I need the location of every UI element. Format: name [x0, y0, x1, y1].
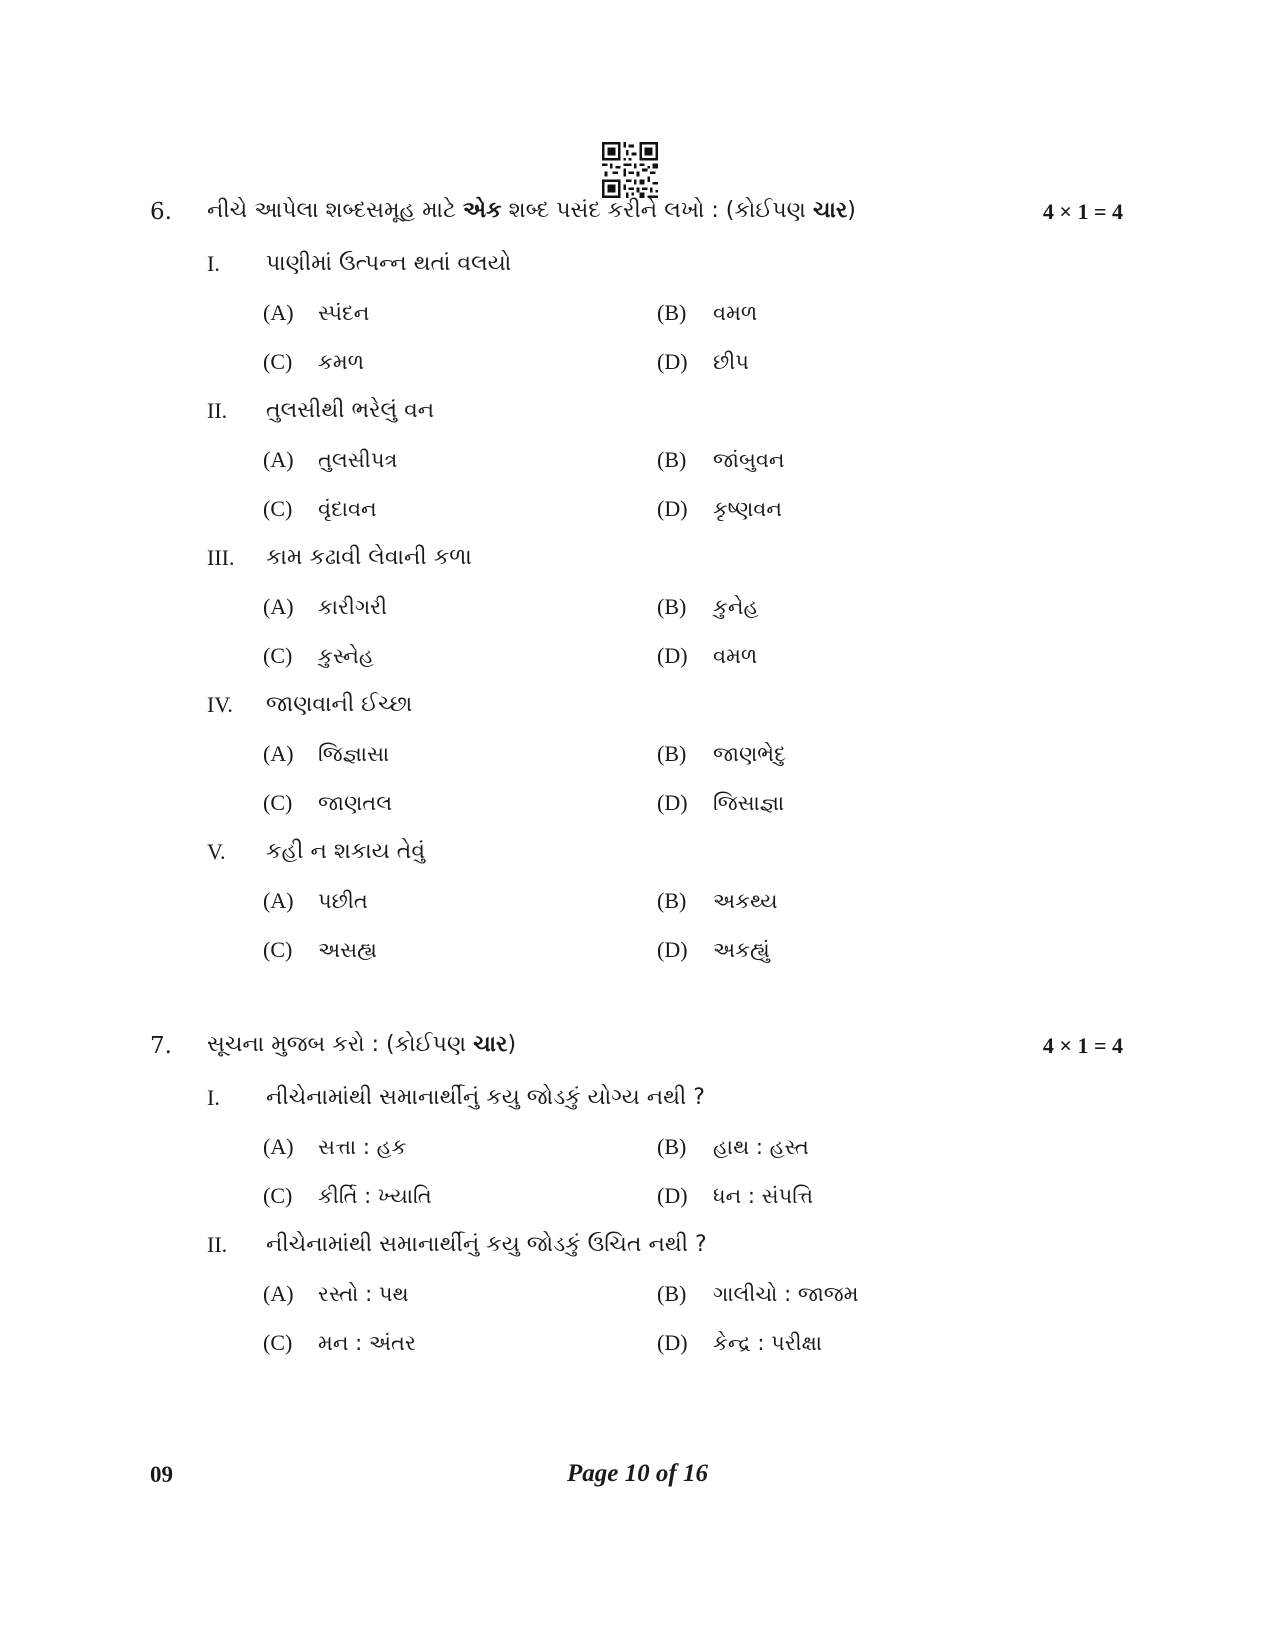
sub-question-number: V.	[207, 839, 226, 864]
question-marks: 4 × 1 = 4	[1042, 199, 1123, 224]
option-text: સત્તા : હક	[318, 1135, 407, 1159]
option-letter: (B)	[657, 300, 687, 325]
option-letter: (D)	[657, 643, 688, 668]
option-letter: (B)	[657, 1134, 687, 1159]
option-letter: (A)	[263, 594, 294, 619]
option-letter: (B)	[657, 888, 687, 913]
option-text: કમળ	[318, 350, 365, 374]
option-text: જિસાજ્ઞા	[713, 791, 785, 815]
sub-question-text: જાણવાની ઈચ્છા	[266, 692, 413, 717]
option-letter: (C)	[263, 790, 293, 815]
option-text: છીપ	[713, 350, 749, 374]
option-text: અકથ્ય	[713, 889, 778, 913]
option-letter: (C)	[263, 643, 293, 668]
option-text: રસ્તો : પથ	[318, 1282, 409, 1306]
option-text: વમળ	[713, 644, 758, 668]
option-letter: (A)	[263, 741, 294, 766]
option-text: જાણભેદુ	[713, 742, 786, 766]
option-letter: (D)	[657, 349, 688, 374]
option-letter: (A)	[263, 300, 294, 325]
option-text: જિજ્ઞાસા	[318, 742, 390, 766]
option-letter: (B)	[657, 741, 687, 766]
option-letter: (D)	[657, 937, 688, 962]
sub-question-number: III.	[207, 545, 235, 570]
sub-question-text: નીચેનામાંથી સમાનાર્થીનું કયુ જોડકું યોગ્ય નથી ?	[266, 1085, 705, 1110]
option-letter: (C)	[263, 496, 293, 521]
option-text: ધન : સંપત્તિ	[713, 1184, 814, 1208]
question-title: નીચે આપેલા શબ્દસમૂહ માટે એક શબ્દ પસંદ કરીને લખો : (કોઈપણ ચાર)	[207, 198, 856, 223]
sub-question-text: પાણીમાં ઉત્પન્ન થતાં વલયો	[266, 251, 512, 276]
option-letter: (D)	[657, 1183, 688, 1208]
sub-question-number: II.	[207, 398, 228, 423]
sub-question-number: IV.	[207, 692, 233, 717]
question-number: 6.	[150, 199, 172, 225]
option-letter: (A)	[263, 1134, 294, 1159]
option-text: કારીગરી	[318, 595, 388, 619]
option-text: જાણતલ	[318, 791, 393, 815]
option-text: તુલસીપત્ર	[318, 448, 398, 472]
option-letter: (C)	[263, 937, 293, 962]
sub-question-number: II.	[207, 1232, 228, 1257]
sub-question-number: I.	[207, 1085, 220, 1110]
option-text: હાથ : હસ્ત	[713, 1135, 809, 1159]
sub-question-text: નીચેનામાંથી સમાનાર્થીનું કયુ જોડકું ઉચિત નથી ?	[266, 1232, 707, 1257]
qr-code	[602, 142, 658, 198]
sub-question-text: કામ કઢાવી લેવાની કળા	[266, 545, 472, 570]
paper-code: 09	[150, 1462, 173, 1487]
option-letter: (C)	[263, 349, 293, 374]
option-text: વૃંદાવન	[318, 497, 377, 521]
option-text: જાંબુવન	[713, 448, 785, 472]
option-letter: (C)	[263, 1183, 293, 1208]
option-letter: (A)	[263, 1281, 294, 1306]
option-text: પછીત	[318, 889, 368, 913]
page-number: Page 10 of 16	[567, 1460, 708, 1487]
option-letter: (D)	[657, 790, 688, 815]
option-letter: (B)	[657, 447, 687, 472]
question-number: 7.	[150, 1033, 172, 1059]
option-letter: (C)	[263, 1330, 293, 1355]
option-text: કીર્તિ : ખ્યાતિ	[318, 1184, 432, 1208]
option-letter: (A)	[263, 888, 294, 913]
option-text: અકહ્યું	[713, 938, 770, 962]
option-text: અસહ્ય	[318, 938, 377, 962]
question-marks: 4 × 1 = 4	[1042, 1033, 1123, 1058]
option-letter: (B)	[657, 1281, 687, 1306]
option-text: કુસ્નેહ	[318, 644, 374, 668]
option-text: કેન્દ્ર : પરીક્ષા	[713, 1331, 823, 1355]
option-text: સ્પંદન	[318, 301, 370, 325]
option-text: મન : અંતર	[318, 1331, 416, 1355]
option-text: વમળ	[713, 301, 758, 325]
option-text: કુનેહ	[713, 595, 759, 619]
sub-question-text: તુલસીથી ભરેલું વન	[266, 398, 435, 423]
option-letter: (B)	[657, 594, 687, 619]
sub-question-number: I.	[207, 251, 220, 276]
option-text: કૃષ્ણવન	[713, 497, 783, 521]
question-title: સૂચના મુજબ કરો : (કોઈપણ ચાર)	[207, 1032, 517, 1057]
option-letter: (D)	[657, 1330, 688, 1355]
option-letter: (A)	[263, 447, 294, 472]
option-text: ગાલીચો : જાજમ	[713, 1282, 859, 1306]
sub-question-text: કહી ન શકાય તેવું	[266, 839, 426, 864]
option-letter: (D)	[657, 496, 688, 521]
